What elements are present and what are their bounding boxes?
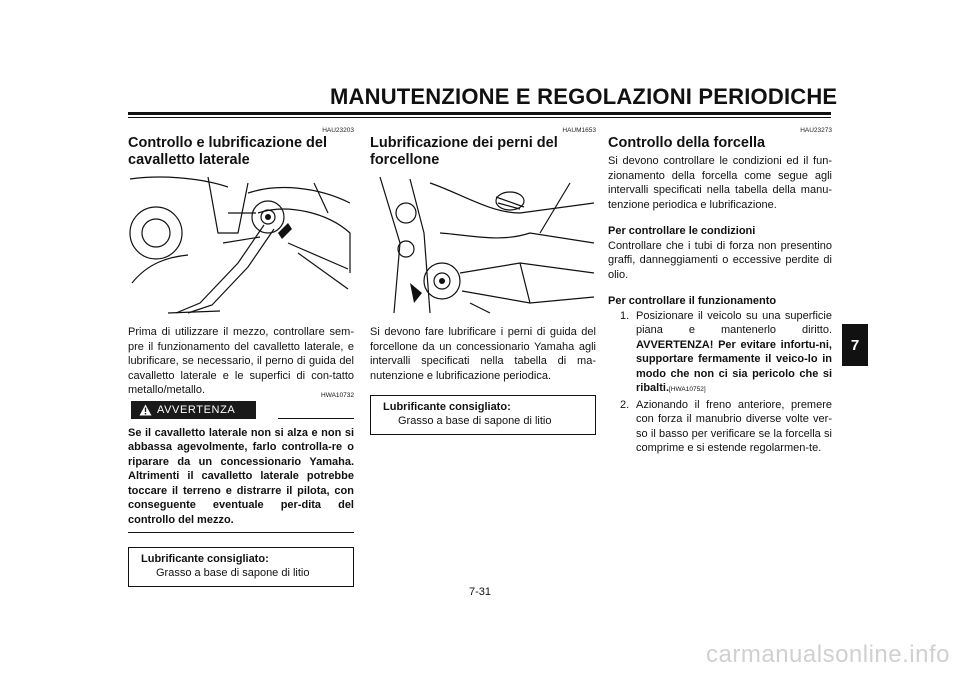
- warning-badge: [131, 401, 256, 419]
- swingarm-body: Si devono fare lubrificare i perni di guida del forcellone da un concessionario Yamaha agli intervalli specificati nella tabella di ma-nutenzione e lubrificazione periodica.: [370, 326, 596, 382]
- step-number: 2.: [620, 398, 630, 411]
- list-item: [608, 309, 832, 398]
- sidestand-illustration: [128, 173, 354, 315]
- page-title: MANUTENZIONE E REGOLAZIONI PERIODICHE: [330, 84, 838, 109]
- list-item: [608, 398, 832, 456]
- warning-end-rule: [128, 532, 354, 533]
- column-sidestand: [128, 124, 354, 587]
- chapter-tab[interactable]: 7: [842, 324, 868, 366]
- lubricant-box: [370, 395, 596, 435]
- section-code: HAU23273: [800, 127, 832, 134]
- column-fork: [608, 124, 832, 456]
- warning-text: Se il cavalletto laterale non si alza e non si abbassa agevolmente, farlo controlla-re o riparare da un concessionario Yamaha. Altrimenti il cavalletto laterale potrebbe toccare il terreno e distrarre il pilota, con conseguente eventuale per-dita del controllo del mezzo.: [128, 426, 354, 527]
- warning-triangle-icon: [139, 404, 152, 416]
- page-number: 7-31: [468, 586, 492, 598]
- sidestand-body: Prima di utilizzare il mezzo, controllare sem-pre il funzionamento del cavalletto laterale, e lubrificare, se necessario, il perno di guida del cavalletto laterale e le superfici di con-tatto metallo/metallo.: [128, 326, 354, 396]
- warning-header: [128, 391, 354, 420]
- section-title: Controllo e lubrificazione del cavalletto laterale: [128, 135, 327, 168]
- step-text: Posizionare il veicolo su una superficie piana e mantenerlo diritto.: [636, 309, 832, 336]
- subheading-operation: Per controllare il funzionamento: [608, 295, 777, 307]
- step-text: Azionando il freno anteriore, premere con forza il manubrio diverse volte ver-so il basso per verificare se la forcella si comprime e si estende regolarmen-te.: [636, 398, 832, 454]
- column-swingarm: [370, 124, 596, 435]
- section-title: Controllo della forcella: [608, 135, 766, 151]
- warning-code: HWA10732: [321, 391, 354, 399]
- step-warning: AVVERTENZA! Per evitare infortu-ni, supportare fermamente il veico-lo in modo che non ci sia pericolo che si ribalti.: [636, 338, 832, 394]
- steps-list: [608, 309, 832, 456]
- conditions-text: Controllare che i tubi di forza non presentino graffi, danneggiamenti o eccessive perdite di olio.: [608, 239, 832, 281]
- section-code: HAU23203: [322, 127, 354, 134]
- warning-label: AVVERTENZA: [157, 403, 236, 416]
- watermark: carmanualsonline.info: [706, 641, 950, 668]
- lubricant-label: Lubrificante consigliato:: [141, 552, 269, 565]
- lubricant-label: Lubrificante consigliato:: [383, 401, 511, 413]
- step-reference: [HWA10752]: [669, 386, 706, 393]
- swingarm-illustration: [370, 173, 596, 315]
- header-rule: [128, 112, 831, 115]
- fork-intro: Si devono controllare le condizioni ed il fun-zionamento della forcella come segue agli intervalli specificati nella tabella della manu-tenzione periodica e lubrificazione.: [608, 155, 832, 211]
- lubricant-value: Grasso a base di sapone di litio: [156, 566, 310, 579]
- section-code: HAUM1653: [562, 127, 596, 134]
- section-title: Lubrificazione dei perni del forcellone: [370, 135, 558, 168]
- header-rule-thin: [128, 117, 831, 118]
- lubricant-value: Grasso a base di sapone di litio: [398, 415, 552, 427]
- warning-rule: [278, 418, 354, 419]
- step-number: 1.: [620, 309, 630, 322]
- subheading-conditions: Per controllare le condizioni: [608, 225, 756, 237]
- lubricant-box: [128, 547, 354, 587]
